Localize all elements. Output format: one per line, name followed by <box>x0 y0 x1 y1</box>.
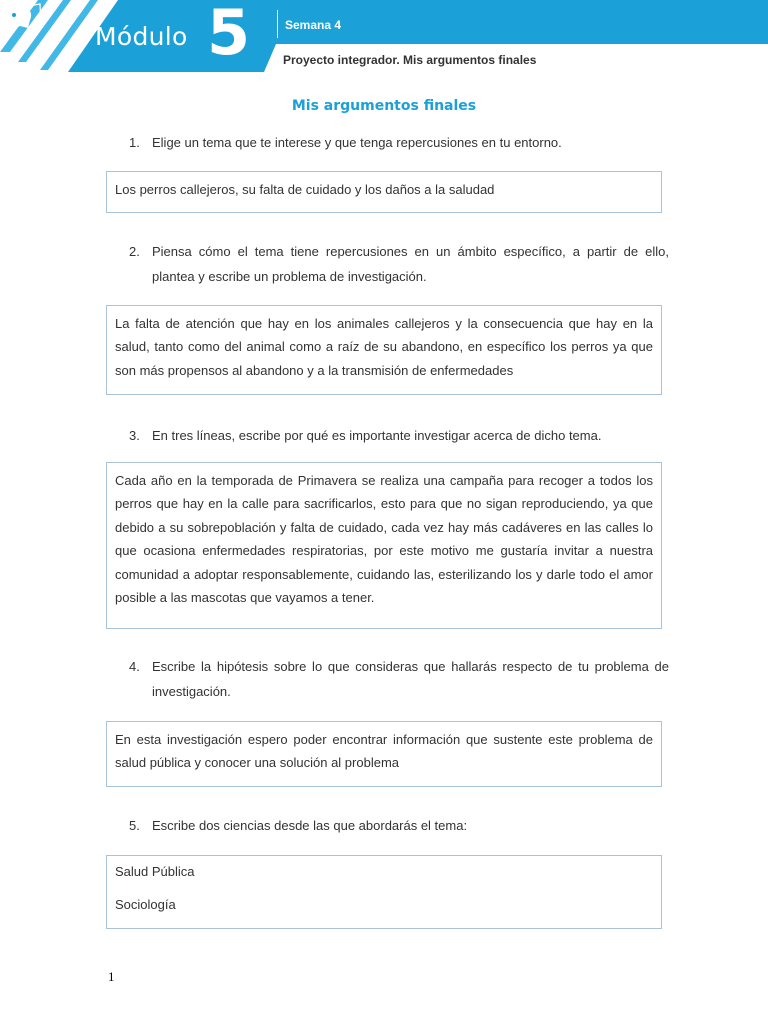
answer-text: Los perros callejeros, su falta de cuidado y los daños a la saludad <box>115 182 495 197</box>
question-item <box>129 423 669 448</box>
question-item <box>129 239 669 289</box>
header-divider <box>277 10 278 38</box>
answer-text: La falta de atención que hay en los animales callejeros y la consecuencia que hay en la salud, tanto como del animal como a raíz de su abandono, en específico los perros ya que son más propensos al abandono y a la transmisión de enfermedades <box>115 316 653 378</box>
question-text: Piensa cómo el tema tiene repercusiones en un ámbito específico, a partir de ello, plantea y escribe un problema de investigación. <box>152 244 669 284</box>
answer-science-1: Salud Pública <box>115 864 195 879</box>
project-subtitle: Proyecto integrador. Mis argumentos finales <box>283 53 537 67</box>
header-banner <box>0 0 768 72</box>
module-number: 5 <box>207 0 251 69</box>
prepa-logo-icon <box>0 0 42 32</box>
week-label: Semana 4 <box>285 18 342 32</box>
question-number: 1. <box>129 135 140 150</box>
answer-text: Cada año en la temporada de Primavera se realiza una campaña para recoger a todos los perros que hay en la calle para sacrificarlos, esto para que no sigan reproduciendo, ya que debido a su sobrepoblación y falta de cuidado, cada vez hay más cadáveres en las calles lo que ocasiona enfermedades respiratorias, por este motivo me gustaría invitar a nuestra comunidad a adoptar responsablemente, cuidando las, esterilizando los y darle todo el amor posible a las mascotas que vayamos a tener. <box>115 473 653 606</box>
question-number: 5. <box>129 818 140 833</box>
question-text: En tres líneas, escribe por qué es importante investigar acerca de dicho tema. <box>152 428 602 443</box>
question-item <box>129 813 669 838</box>
question-text: Escribe la hipótesis sobre lo que consideras que hallarás respecto de tu problema de investigación. <box>152 659 669 699</box>
question-number: 4. <box>129 659 140 674</box>
question-text: Escribe dos ciencias desde las que abordarás el tema: <box>152 818 468 833</box>
question-number: 2. <box>129 244 140 259</box>
page-number: 1 <box>108 969 115 984</box>
answer-science-2: Sociología <box>115 897 176 913</box>
document-title: Mis argumentos finales <box>291 98 477 114</box>
answer-text: En esta investigación espero poder encontrar información que sustente este problema de salud pública y conocer una solución al problema <box>115 732 653 771</box>
module-label: Módulo <box>95 22 188 51</box>
answer-box <box>106 462 662 629</box>
question-item <box>129 130 669 155</box>
question-number: 3. <box>129 428 140 443</box>
answer-box <box>106 855 662 929</box>
answer-box <box>106 721 662 787</box>
question-text: Elige un tema que te interese y que tenga repercusiones en tu entorno. <box>152 135 562 150</box>
answer-box <box>106 305 662 395</box>
question-item <box>129 654 669 704</box>
answer-box <box>106 171 662 213</box>
